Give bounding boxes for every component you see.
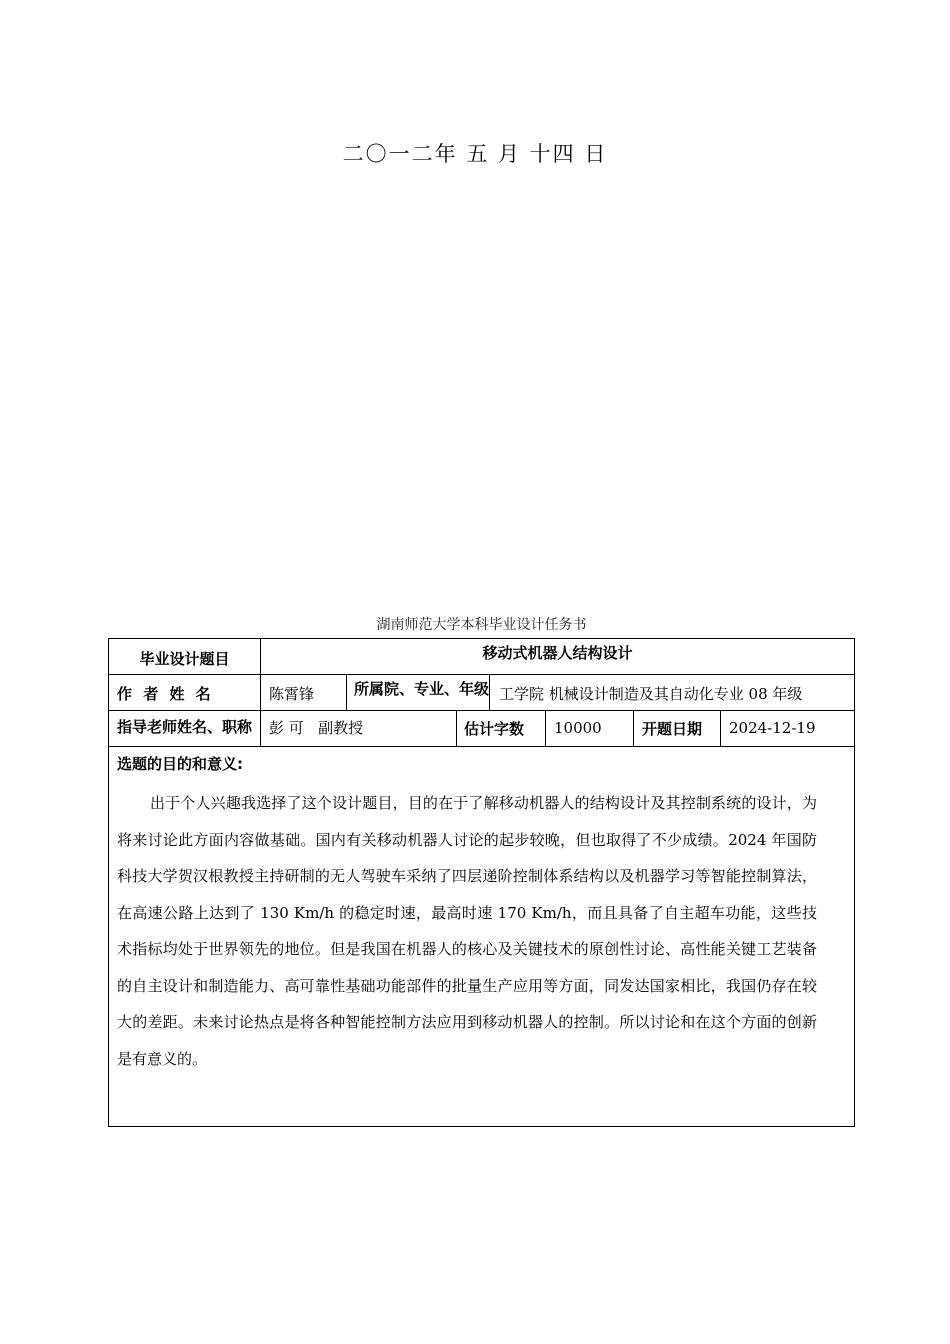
row-divider <box>109 746 854 747</box>
column-divider <box>456 710 457 746</box>
form-caption: 湖南师范大学本科毕业设计任务书 <box>376 617 587 633</box>
author-label: 作 者 姓 名 <box>117 685 214 703</box>
purpose-body: 出于个人兴趣我选择了这个设计题目，目的在于了解移动机器人的结构设计及其控制系统的设计，为将来讨论此方面内容做基础。国内有关移动机器人讨论的起步较晚，但也取得了不少成绩。2024 年国防科技大学贺汉根教授主持研制的无人驾驶车采纳了四层递阶控制体系结构以及机器学习等智能控制算法，在高速公路上达到了 130 Km/h 的稳定时速，最高时速 170 Km/h，而且具备了自主超车功能，这些技术指标均处于世界领先的地位。但是我国在机器人的核心及关键技术的原创性讨论、高性能关键工艺装备的自主设计和制造能力、高可靠性基础功能部件的批量生产应用等方面，同发达国家相比，我国仍存在较大的差距。未来讨论热点是将各种智能控制方法应用到移动机器人的控制。所以讨论和在这个方面的创新是有意义的。 <box>117 794 817 1068</box>
column-divider <box>346 674 347 710</box>
dept-label: 所属院、专业、年级 <box>354 680 489 698</box>
topic-label: 毕业设计题目 <box>139 650 230 668</box>
column-divider <box>545 710 546 746</box>
dept-value: 工学院 机械设计制造及其自动化专业 08 年级 <box>499 685 803 703</box>
author-value: 陈霄锋 <box>269 685 315 703</box>
startdate-value: 2024-12-19 <box>729 719 816 737</box>
document-date: 二〇一二年 五 月 十四 日 <box>342 142 608 166</box>
topic-value: 移动式机器人结构设计 <box>482 644 633 662</box>
purpose-heading: 选题的目的和意义: <box>117 755 243 773</box>
wordcount-label: 估计字数 <box>464 720 525 738</box>
task-form-table <box>108 638 855 1127</box>
column-divider <box>633 710 634 746</box>
advisor-label: 指导老师姓名、职称 <box>117 718 253 736</box>
column-divider <box>489 674 490 710</box>
startdate-label: 开题日期 <box>642 720 703 738</box>
column-divider <box>720 710 721 746</box>
advisor-value: 彭 可 副教授 <box>269 719 364 737</box>
wordcount-value: 10000 <box>554 719 602 737</box>
